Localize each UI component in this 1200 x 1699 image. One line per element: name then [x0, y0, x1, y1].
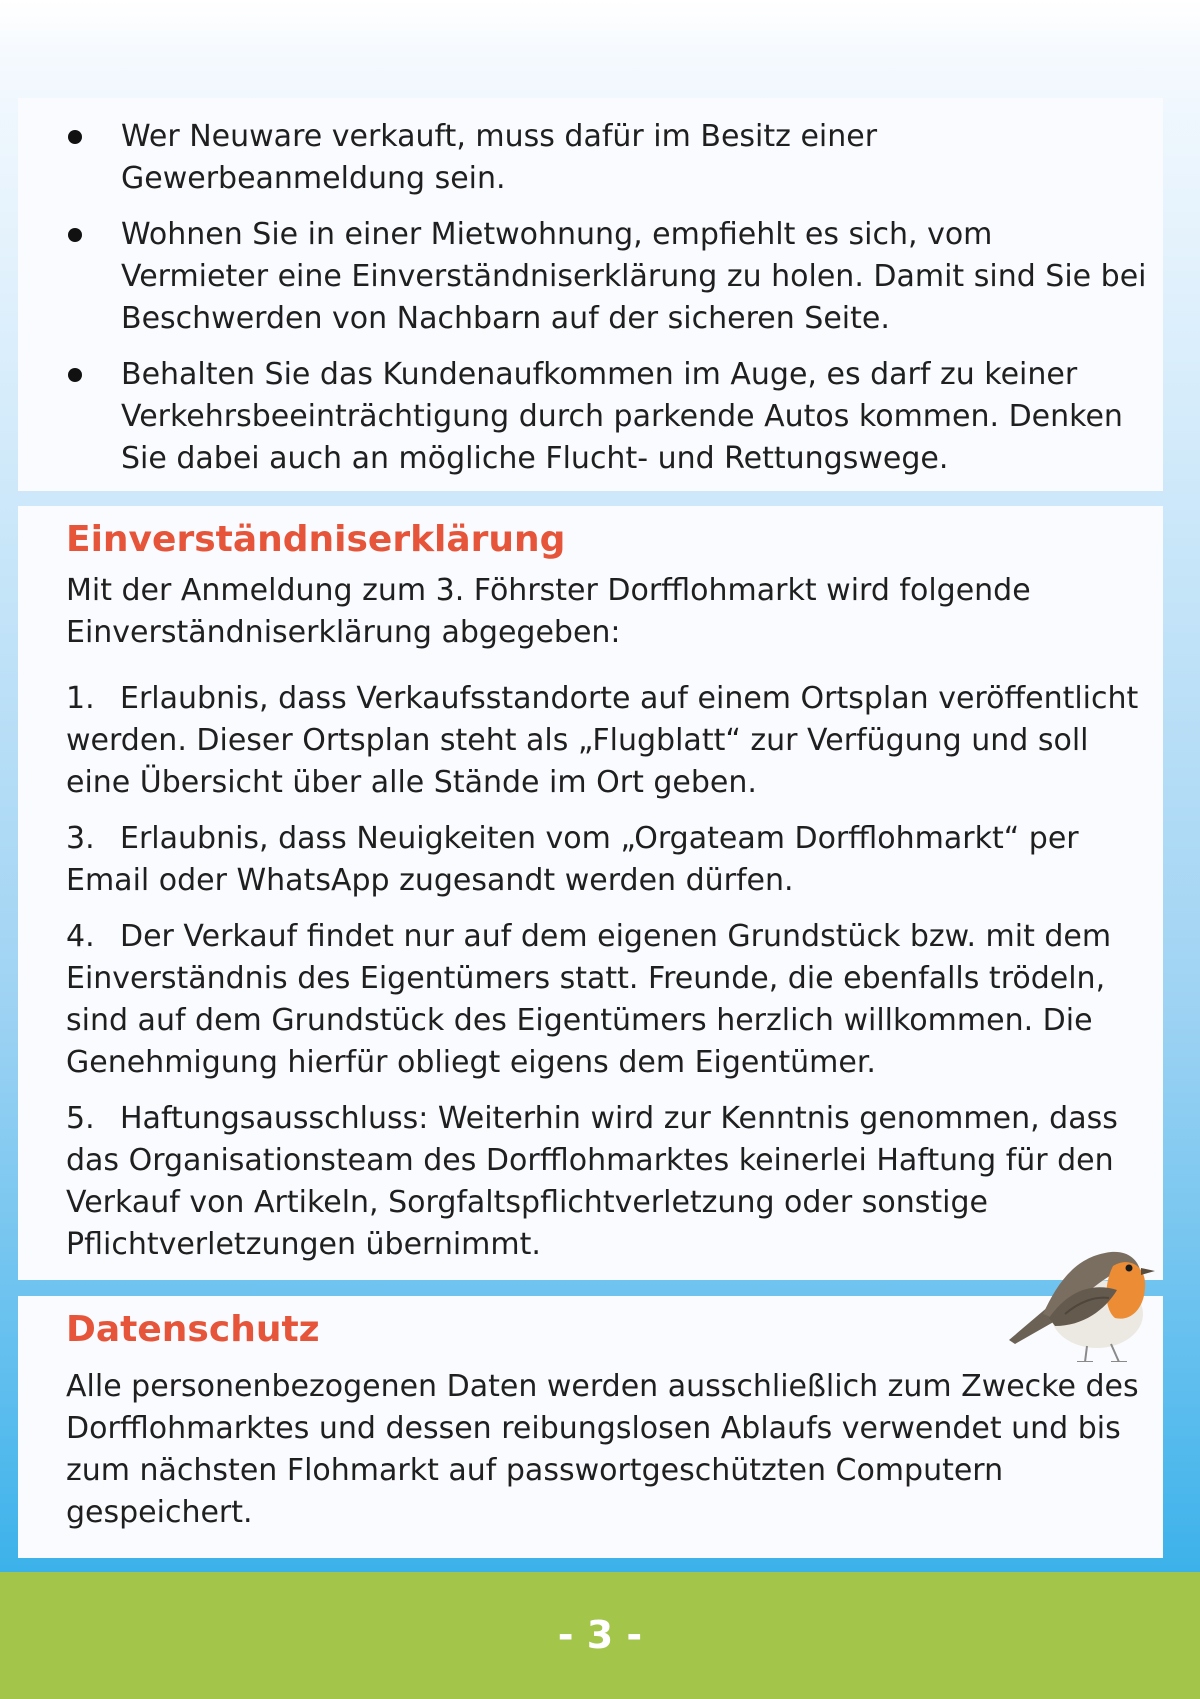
consent-list — [66, 678, 1151, 1280]
bullet-item: Behalten Sie das Kundenaufkommen im Auge, es darf zu keiner Verkehrsbeeinträchtigung durch parkende Autos kommen. Denken Sie dabei auch an mögliche Flucht- und Rettungswege. — [18, 354, 1148, 480]
bullet-item: Wer Neuware verkauft, muss dafür im Besitz einer Gewerbeanmeldung sein. — [18, 116, 1148, 200]
item-number: 5. — [66, 1101, 95, 1136]
consent-item — [66, 916, 1151, 1084]
consent-intro: Mit der Anmeldung zum 3. Föhrster Dorfflohmarkt wird folgende Einverständniserklärung abgegeben: — [66, 573, 1031, 650]
bullet-item: Wohnen Sie in einer Mietwohnung, empfiehlt es sich, vom Vermieter eine Einverständniserklärung zu holen. Damit sind Sie bei Beschwerden von Nachbarn auf der sicheren Seite. — [18, 214, 1148, 340]
bullet-dot-icon — [68, 368, 82, 382]
consent-item — [66, 1098, 1151, 1266]
bullet-list — [18, 116, 1148, 494]
privacy-text: Alle personenbezogenen Daten werden ausschließlich zum Zwecke des Dorfflohmarktes und dessen reibungslosen Ablaufs verwendet und bis zum nächsten Flohmarkt auf passwortgeschützten Computern gespeichert. — [66, 1369, 1139, 1530]
bullet-dot-icon — [68, 228, 82, 242]
robin-icon — [1005, 1222, 1155, 1362]
item-number: 3. — [66, 821, 95, 856]
info-panel — [18, 98, 1163, 491]
privacy-panel — [18, 1296, 1163, 1558]
item-text: Erlaubnis, dass Verkaufsstandorte auf einem Ortsplan veröffentlicht werden. Dieser Ortsplan steht als „Flugblatt“ zur Verfügung und soll eine Übersicht über alle Stände im Ort geben. — [66, 681, 1139, 800]
item-text: Haftungsausschluss: Weiterhin wird zur Kenntnis genommen, dass das Organisationsteam des Dorfflohmarktes keinerlei Haftung für den Verkauf von Artikeln, Sorgfaltspflichtverletzung oder sonstige Pflichtverletzungen übernimmt. — [66, 1101, 1118, 1262]
consent-panel — [18, 506, 1163, 1280]
item-text: Der Verkauf findet nur auf dem eigenen Grundstück bzw. mit dem Einverständnis des Eigentümers statt. Freunde, die ebenfalls trödeln, sind auf dem Grundstück des Eigentümers herzlich willkommen. Die Genehmigung hierfür obliegt eigens dem Eigentümer. — [66, 919, 1112, 1080]
item-number: 1. — [66, 681, 95, 716]
privacy-heading: Datenschutz — [66, 1309, 320, 1350]
item-text: Erlaubnis, dass Neuigkeiten vom „Orgateam Dorfflohmarkt“ per Email oder WhatsApp zugesandt werden dürfen. — [66, 821, 1079, 898]
footer-bar — [0, 1572, 1200, 1699]
consent-heading: Einverständniserklärung — [66, 519, 566, 560]
consent-item — [66, 818, 1151, 902]
consent-item — [66, 678, 1151, 804]
item-number: 4. — [66, 919, 95, 954]
bullet-dot-icon — [68, 130, 82, 144]
page-number: - 3 - — [557, 1613, 643, 1657]
